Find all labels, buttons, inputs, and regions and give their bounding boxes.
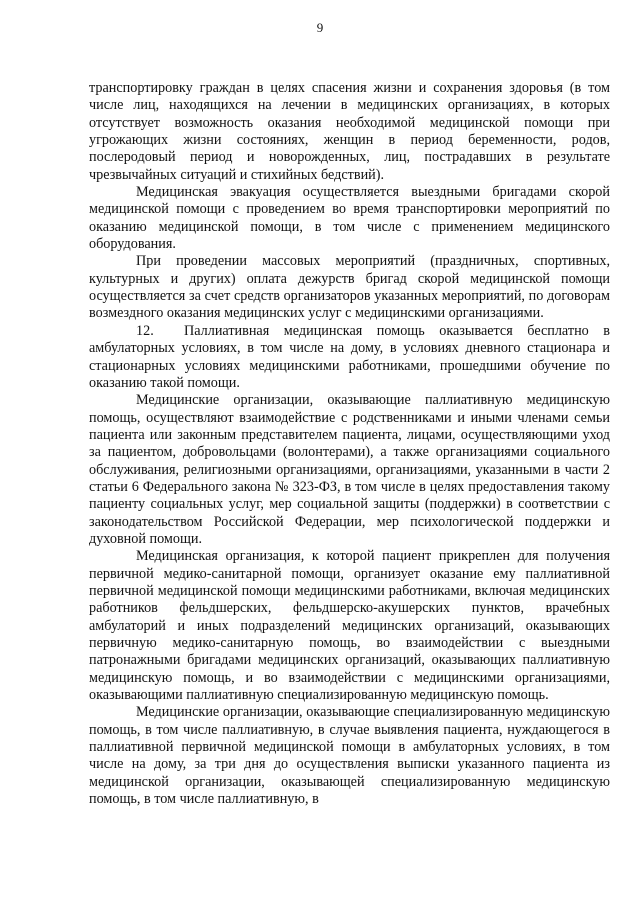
numbered-paragraph-12 — [89, 323, 610, 392]
document-body — [89, 80, 610, 808]
paragraph-specialized-organizations: Медицинские организации, оказывающие специализированную медицинскую помощь, в том числе паллиативную, в случае выявления пациента, нуждающегося в паллиативной первичной медицинской помощи в амбулаторных условиях, в том числе на дому, за три дня до осуществления выписки указанного пациента из медицинской организации, оказывающей специализированную медицинскую помощь, в том числе паллиативную, в — [89, 704, 610, 808]
paragraph-attached-organization: Медицинская организация, к которой пациент прикреплен для получения первичной медико-санитарной помощи, организует оказание ему паллиативной первичной медицинской помощи медицинскими работниками, включая медицинских работников фельдшерских, фельдшерско-акушерских пунктов, врачебных амбулаторий и иных подразделений медицинских организаций, оказывающих первичную медико-санитарную помощь, во взаимодействии с выездными патронажными бригадами медицинских организаций, оказывающих паллиативную медицинскую помощь, и во взаимодействии с медицинскими организациями, оказывающими паллиативную специализированную медицинскую помощь. — [89, 548, 610, 704]
paragraph-mass-events: При проведении массовых мероприятий (праздничных, спортивных, культурных и других) оплата дежурств бригад скорой медицинской помощи осуществляется за счет средств организаторов указанных мероприятий, по договорам возмездного оказания медицинских услуг с медицинскими организациями. — [89, 253, 610, 322]
paragraph-interaction: Медицинские организации, оказывающие паллиативную медицинскую помощь, осуществляют взаимодействие с родственниками и иными членами семьи пациента или законным представителем пациента, лицами, осуществляющими уход за пациентом, добровольцами (волонтерами), а также организациями социального обслуживания, религиозными организациями, организациями, указанными в части 2 статьи 6 Федерального закона № 323-ФЗ, в том числе в целях предоставления такому пациенту социальных услуг, мер социальной защиты (поддержки) в соответствии с законодательством Российской Федерации, мер психологической поддержки и духовной помощи. — [89, 392, 610, 547]
paragraph-medical-evacuation: Медицинская эвакуация осуществляется выездными бригадами скорой медицинской помощи с проведением во время транспортировки мероприятий по оказанию медицинской помощи, в том числе с применением медицинского оборудования. — [89, 184, 610, 253]
paragraph-palliative-care: Паллиативная медицинская помощь оказывается бесплатно в амбулаторных условиях, в том числе на дому, в условиях дневного стационара и стационарных условиях медицинскими работниками, прошедшими обучение по оказанию такой помощи. — [89, 322, 610, 391]
page-number: 9 — [316, 20, 324, 35]
paragraph-continuation: транспортировку граждан в целях спасения жизни и сохранения здоровья (в том числе лиц, находящихся на лечении в медицинских организациях, в которых отсутствует возможность оказания необходимой медицинской помощи при угрожающих жизни состояниях, женщин в период беременности, родов, послеродовый период и новорожденных, лиц, пострадавших в результате чрезвычайных ситуаций и стихийных бедствий). — [89, 80, 610, 183]
paragraph-number: 12. — [136, 322, 154, 339]
